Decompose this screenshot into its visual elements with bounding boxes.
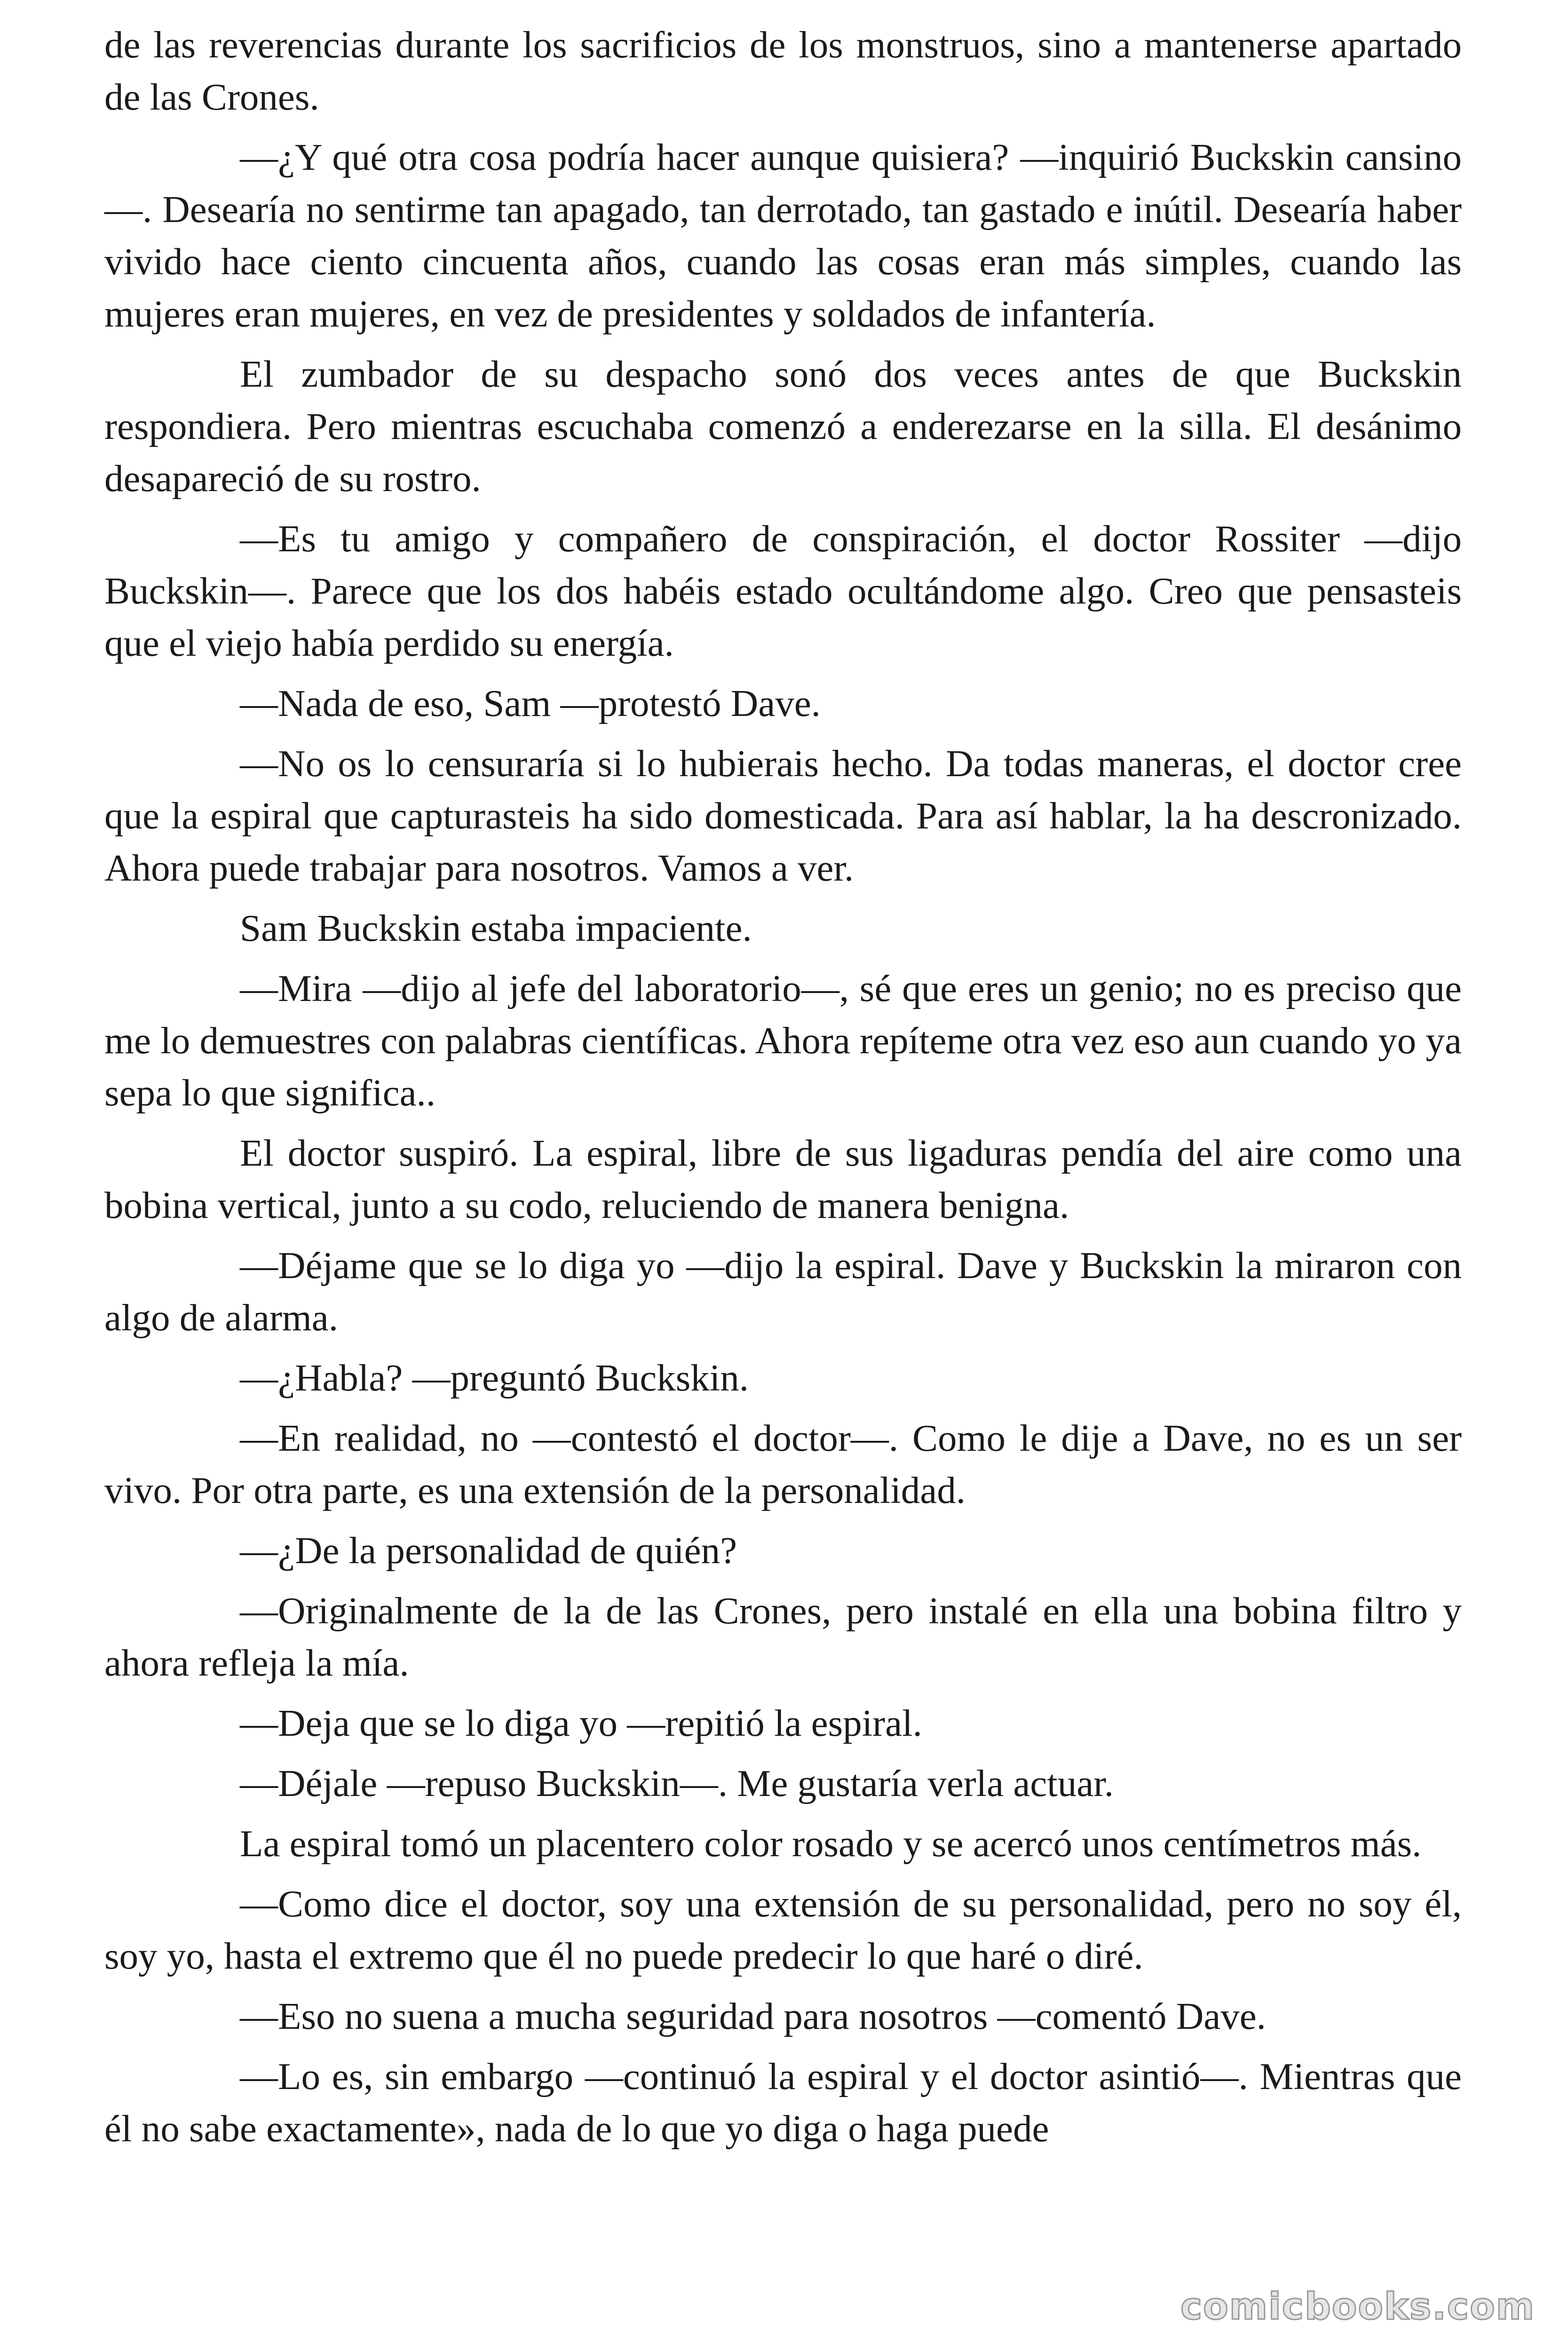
paragraph-20: —Lo es, sin embargo —continuó la espiral y el doctor asintió—. Mientras que él no sabe exactamente», nada de lo que yo diga o haga puede (104, 2055, 1462, 2150)
paragraph-9: El doctor suspiró. La espiral, libre de sus ligaduras pendía del aire como una bobina vertical, junto a su codo, reluciendo de manera benigna. (104, 1132, 1462, 1226)
paragraph-4: —Es tu amigo y compañero de conspiración, el doctor Rossiter —dijo Buckskin—. Parece que los dos habéis estado ocultándome algo. Creo que pensasteis que el viejo había perdido su energía. (104, 517, 1462, 664)
paragraph-5: —Nada de eso, Sam —protestó Dave. (240, 682, 821, 724)
paragraph-13: —¿De la personalidad de quién? (240, 1529, 737, 1572)
watermark-text: comicbooks.com (1180, 2286, 1535, 2328)
paragraph-15: —Deja que se lo diga yo —repitió la espiral. (240, 1702, 922, 1744)
paragraph-12: —En realidad, no —contestó el doctor—. Como le dije a Dave, no es un ser vivo. Por otra parte, es una extensión de la personalidad. (104, 1417, 1462, 1511)
paragraph-2: —¿Y qué otra cosa podría hacer aunque quisiera? —inquirió Buckskin cansino—. Desearía no sentirme tan apagado, tan derrotado, tan gastado e inútil. Desearía haber vivido hace ciento cincuenta años, cuando las cosas eran más simples, cuando las mujeres eran mujeres, en vez de presidentes y soldados de infantería. (104, 136, 1462, 335)
paragraph-10: —Déjame que se lo diga yo —dijo la espiral. Dave y Buckskin la miraron con algo de alarma. (104, 1244, 1462, 1339)
paragraph-7: Sam Buckskin estaba impaciente. (240, 907, 752, 949)
paragraph-11: —¿Habla? —preguntó Buckskin. (240, 1357, 749, 1399)
page-body-text (104, 19, 1462, 2163)
paragraph-3: El zumbador de su despacho sonó dos veces antes de que Buckskin respondiera. Pero mientras escuchaba comenzó a enderezarse en la silla. El desánimo desapareció de su rostro. (104, 353, 1462, 500)
paragraph-14: —Originalmente de la de las Crones, pero instalé en ella una bobina filtro y ahora refleja la mía. (104, 1589, 1462, 1684)
paragraph-6: —No os lo censuraría si lo hubierais hecho. Da todas maneras, el doctor cree que la espiral que capturasteis ha sido domesticada. Para así hablar, la ha descronizado. Ahora puede trabajar para nosotros. Vamos a ver. (104, 742, 1462, 889)
paragraph-17: La espiral tomó un placentero color rosado y se acercó unos centímetros más. (240, 1822, 1422, 1865)
paragraph-1: de las reverencias durante los sacrificios de los monstruos, sino a mantenerse apartado de las Crones. (104, 24, 1462, 118)
paragraph-8: —Mira —dijo al jefe del laboratorio—, sé que eres un genio; no es preciso que me lo demuestres con palabras científicas. Ahora repíteme otra vez eso aun cuando yo ya sepa lo que significa.. (104, 967, 1462, 1114)
paragraph-16: —Déjale —repuso Buckskin—. Me gustaría verla actuar. (240, 1762, 1114, 1804)
paragraph-19: —Eso no suena a mucha seguridad para nosotros —comentó Dave. (240, 1995, 1266, 2037)
paragraph-18: —Como dice el doctor, soy una extensión de su personalidad, pero no soy él, soy yo, hasta el extremo que él no puede predecir lo que haré o diré. (104, 1883, 1462, 1977)
